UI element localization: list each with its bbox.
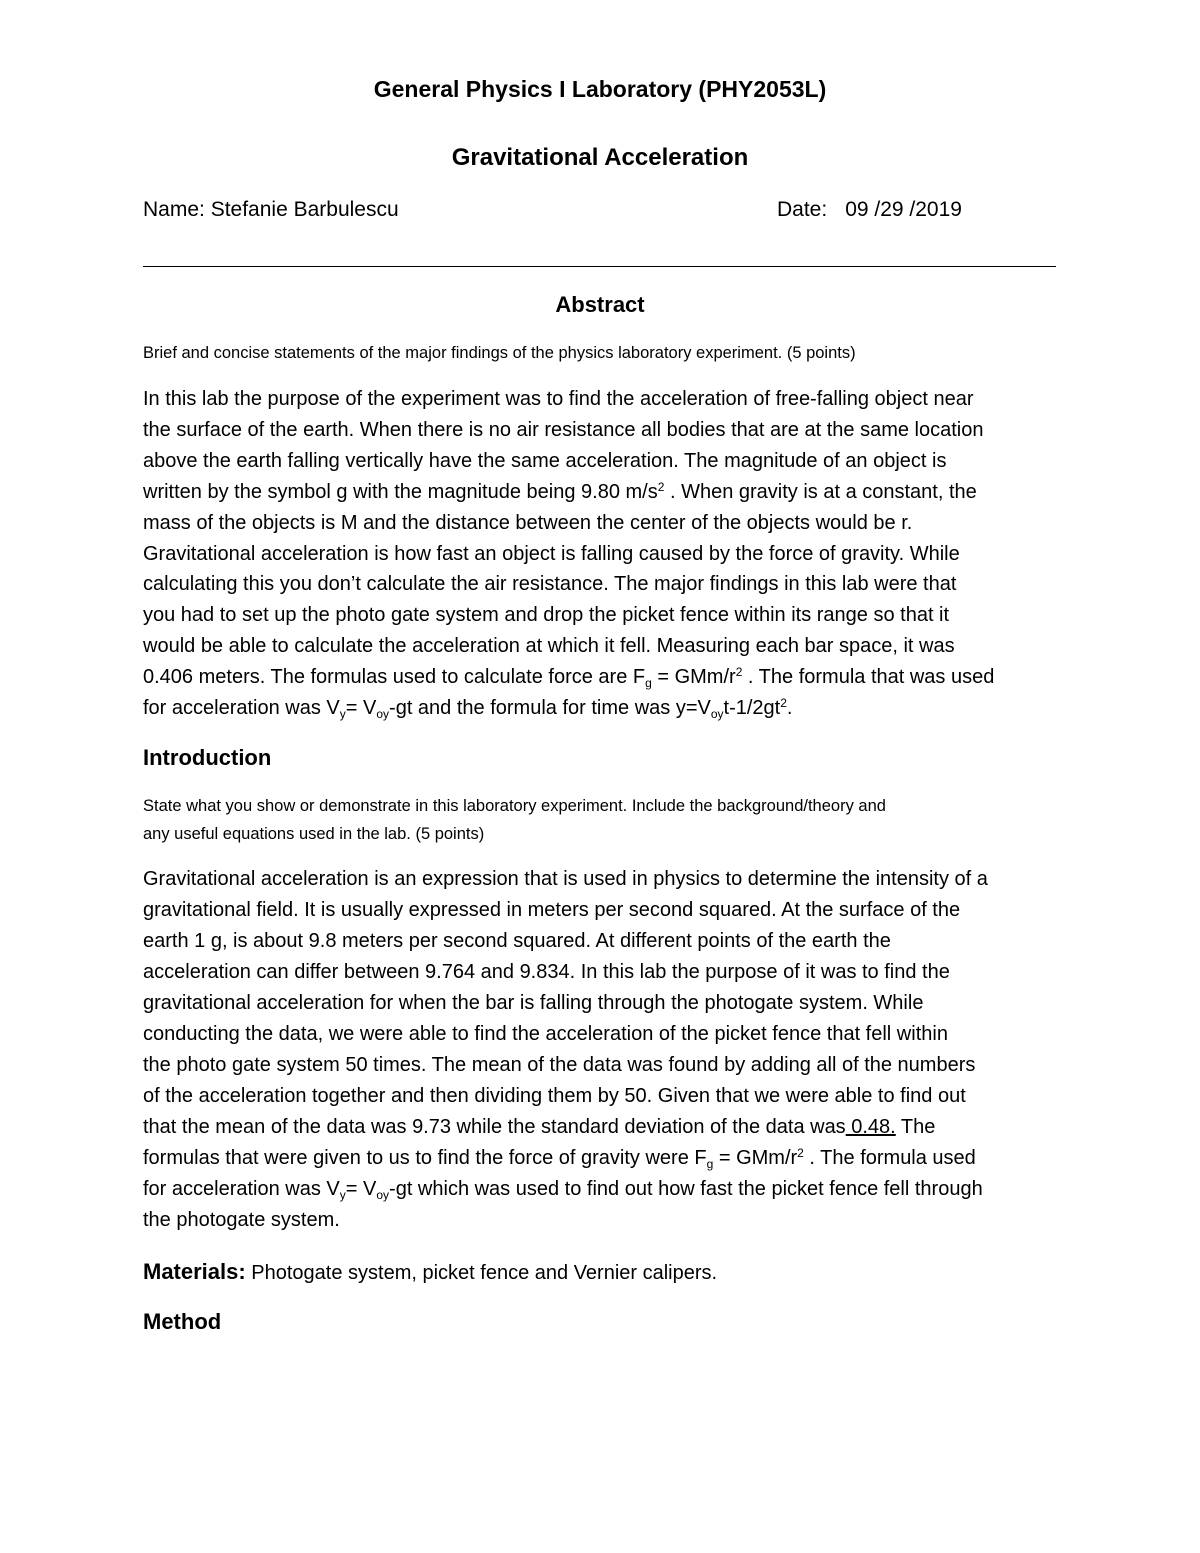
introduction-line: of the acceleration together and then dividing them by 50. Given that we were able to find out	[143, 1085, 966, 1107]
abstract-line: would be able to calculate the acceleration at which it fell. Measuring each bar space, it was	[143, 635, 955, 657]
document-title: Gravitational Acceleration	[451, 144, 749, 171]
introduction-instruction-line: State what you show or demonstrate in this laboratory experiment. Include the background/theory and	[143, 797, 886, 815]
abstract-heading: Abstract	[555, 292, 645, 317]
abstract-line: for acceleration was $V_y= V_{oy}-gt$ and the formula for time was $y=V_{oy}t-1/2gt^2$.	[143, 696, 793, 721]
introduction-line: the photogate system.	[143, 1209, 340, 1231]
introduction-line: the photo gate system 50 times. The mean of the data was found by adding all of the numbers	[143, 1054, 976, 1076]
name-value: Stefanie Barbulescu	[210, 198, 399, 221]
introduction-heading: Introduction	[143, 745, 272, 770]
abstract-line: mass of the objects is M and the distance between the center of the objects would be r.	[143, 512, 913, 534]
introduction-line: that the mean of the data was 9.73 while the standard deviation of the data was 0.48. The	[143, 1116, 936, 1138]
course-title: General Physics I Laboratory (PHY2053L)	[373, 76, 827, 102]
introduction-line: gravitational field. It is usually expressed in meters per second squared. At the surface of the	[143, 899, 961, 921]
abstract-line: calculating this you don’t calculate the air resistance. The major findings in this lab were that	[143, 573, 957, 595]
introduction-line: acceleration can differ between 9.764 and 9.834. In this lab the purpose of it was to find the	[143, 961, 950, 983]
name-field	[143, 198, 399, 222]
introduction-line: formulas that were given to us to find the force of gravity were $F_g = GMm/r^2$ . The formula used	[143, 1146, 976, 1171]
introduction-line: conducting the data, we were able to find the acceleration of the picket fence that fell within	[143, 1023, 948, 1045]
abstract-instruction: Brief and concise statements of the major findings of the physics laboratory experiment. (5 points)	[143, 344, 856, 362]
introduction-line: for acceleration was $V_y= V_{oy}-gt$ which was used to find out how fast the picket fence fell through	[143, 1178, 983, 1202]
abstract-line: the surface of the earth. When there is no air resistance all bodies that are at the same location	[143, 419, 984, 441]
abstract-line: above the earth falling vertically have the same acceleration. The magnitude of an object is	[143, 450, 947, 472]
introduction-line: gravitational acceleration for when the bar is falling through the photogate system. While	[143, 992, 924, 1014]
date-field	[777, 198, 962, 222]
abstract-line: written by the symbol g with the magnitude being 9.80 $m/s^2$ . When gravity is at a constant, the	[143, 480, 977, 503]
std-dev-value: 0.48.	[845, 1116, 896, 1138]
abstract-line: In this lab the purpose of the experiment was to find the acceleration of free-falling object near	[143, 388, 974, 410]
materials-text: Photogate system, picket fence and Vernier calipers.	[245, 1262, 718, 1284]
introduction-line: Gravitational acceleration is an expression that is used in physics to determine the intensity of a	[143, 868, 988, 890]
date-value: 09 /29 /2019	[845, 198, 962, 221]
abstract-line: 0.406 meters. The formulas used to calculate force are $F_g = GMm/r^2$ . The formula that was used	[143, 665, 995, 690]
introduction-line: earth 1 g, is about 9.8 meters per second squared. At different points of the earth the	[143, 930, 891, 952]
date-label: Date:	[777, 198, 828, 221]
abstract-line: you had to set up the photo gate system and drop the picket fence within its range so that it	[143, 604, 950, 626]
header-divider	[143, 266, 1056, 267]
name-label: Name:	[143, 198, 205, 221]
introduction-instruction-line: any useful equations used in the lab. (5 points)	[143, 825, 485, 843]
abstract-line: Gravitational acceleration is how fast an object is falling caused by the force of gravity. While	[143, 543, 960, 565]
materials-label: Materials:	[143, 1259, 246, 1284]
materials-line	[143, 1259, 717, 1285]
method-heading: Method	[143, 1309, 222, 1334]
